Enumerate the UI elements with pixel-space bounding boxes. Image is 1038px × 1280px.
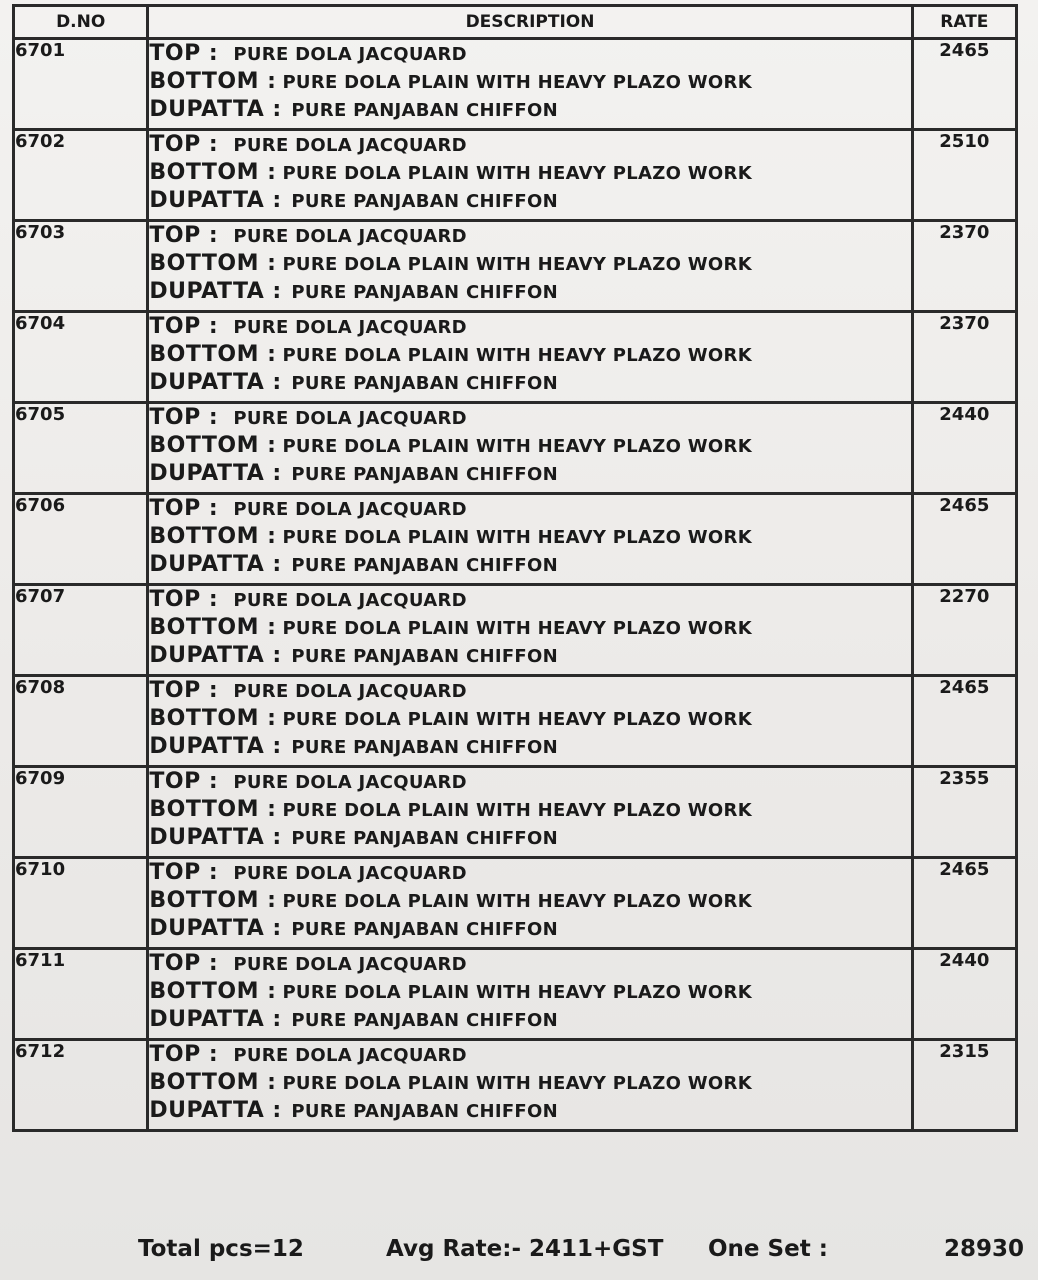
dupatta-line [149,551,910,579]
rate-value: 2510 [912,130,1016,221]
description-cell [148,312,912,403]
bottom-label: BOTTOM : [149,979,277,1004]
top-fabric: PURE DOLA JACQUARD [233,590,467,611]
dupatta-label: DUPATTA : [149,916,282,941]
rate-value: 2465 [912,676,1016,767]
dupatta-line [149,278,910,306]
bottom-fabric: PURE DOLA PLAIN WITH HEAVY PLAZO WORK [282,982,752,1003]
bottom-line [149,523,910,551]
table-row [14,858,1017,949]
top-label: TOP : [149,769,219,794]
average-rate: Avg Rate:- 2411+GST [386,1236,664,1262]
bottom-line [149,887,910,915]
dupatta-line [149,187,910,215]
top-label: TOP : [149,41,219,66]
design-number: 6711 [14,949,148,1040]
dupatta-label: DUPATTA : [149,1007,282,1032]
top-label: TOP : [149,132,219,157]
design-number: 6704 [14,312,148,403]
top-fabric: PURE DOLA JACQUARD [233,499,467,520]
bottom-line [149,341,910,369]
table-row [14,676,1017,767]
top-line [149,586,910,614]
dupatta-line [149,369,910,397]
dupatta-label: DUPATTA : [149,97,282,122]
dupatta-fabric: PURE PANJABAN CHIFFON [291,1010,558,1031]
design-number: 6710 [14,858,148,949]
bottom-fabric: PURE DOLA PLAIN WITH HEAVY PLAZO WORK [282,345,752,366]
dupatta-fabric: PURE PANJABAN CHIFFON [291,555,558,576]
table-row [14,130,1017,221]
bottom-fabric: PURE DOLA PLAIN WITH HEAVY PLAZO WORK [282,1073,752,1094]
top-label: TOP : [149,496,219,521]
summary-footer [0,1228,1038,1272]
top-label: TOP : [149,951,219,976]
dupatta-label: DUPATTA : [149,188,282,213]
top-label: TOP : [149,405,219,430]
top-label: TOP : [149,1042,219,1067]
dupatta-fabric: PURE PANJABAN CHIFFON [291,828,558,849]
top-fabric: PURE DOLA JACQUARD [233,954,467,975]
bottom-fabric: PURE DOLA PLAIN WITH HEAVY PLAZO WORK [282,72,752,93]
design-number: 6706 [14,494,148,585]
dupatta-label: DUPATTA : [149,825,282,850]
table-row [14,1040,1017,1131]
dupatta-label: DUPATTA : [149,279,282,304]
dupatta-line [149,96,910,124]
design-number: 6703 [14,221,148,312]
description-cell [148,130,912,221]
top-fabric: PURE DOLA JACQUARD [233,681,467,702]
bottom-fabric: PURE DOLA PLAIN WITH HEAVY PLAZO WORK [282,891,752,912]
top-fabric: PURE DOLA JACQUARD [233,772,467,793]
price-table [12,4,1018,1132]
dupatta-line [149,915,910,943]
description-cell [148,585,912,676]
table-row [14,585,1017,676]
bottom-label: BOTTOM : [149,69,277,94]
design-number: 6709 [14,767,148,858]
top-label: TOP : [149,587,219,612]
rate-value: 2465 [912,39,1016,130]
dupatta-label: DUPATTA : [149,643,282,668]
top-line [149,1041,910,1069]
design-number: 6701 [14,39,148,130]
top-fabric: PURE DOLA JACQUARD [233,1045,467,1066]
design-number: 6702 [14,130,148,221]
total-pieces: Total pcs=12 [138,1236,304,1262]
top-label: TOP : [149,314,219,339]
top-line [149,131,910,159]
bottom-label: BOTTOM : [149,888,277,913]
bottom-label: BOTTOM : [149,433,277,458]
design-number: 6707 [14,585,148,676]
description-cell [148,858,912,949]
rate-value: 2465 [912,858,1016,949]
dupatta-fabric: PURE PANJABAN CHIFFON [291,373,558,394]
bottom-line [149,705,910,733]
one-set-value: 28930 [944,1236,1025,1262]
bottom-fabric: PURE DOLA PLAIN WITH HEAVY PLAZO WORK [282,163,752,184]
dupatta-line [149,1097,910,1125]
dupatta-label: DUPATTA : [149,461,282,486]
design-number: 6705 [14,403,148,494]
bottom-line [149,68,910,96]
dupatta-line [149,642,910,670]
table-row [14,403,1017,494]
rate-value: 2270 [912,585,1016,676]
table-header-row [14,6,1017,39]
top-fabric: PURE DOLA JACQUARD [233,135,467,156]
top-fabric: PURE DOLA JACQUARD [233,408,467,429]
table-row [14,494,1017,585]
bottom-label: BOTTOM : [149,1070,277,1095]
bottom-fabric: PURE DOLA PLAIN WITH HEAVY PLAZO WORK [282,709,752,730]
bottom-fabric: PURE DOLA PLAIN WITH HEAVY PLAZO WORK [282,254,752,275]
dupatta-label: DUPATTA : [149,1098,282,1123]
dupatta-line [149,733,910,761]
dupatta-fabric: PURE PANJABAN CHIFFON [291,282,558,303]
bottom-line [149,1069,910,1097]
dupatta-fabric: PURE PANJABAN CHIFFON [291,464,558,485]
top-fabric: PURE DOLA JACQUARD [233,226,467,247]
dupatta-line [149,1006,910,1034]
bottom-line [149,432,910,460]
table-row [14,39,1017,130]
description-cell [148,676,912,767]
top-label: TOP : [149,860,219,885]
top-line [149,222,910,250]
bottom-fabric: PURE DOLA PLAIN WITH HEAVY PLAZO WORK [282,436,752,457]
bottom-fabric: PURE DOLA PLAIN WITH HEAVY PLAZO WORK [282,527,752,548]
bottom-label: BOTTOM : [149,524,277,549]
top-label: TOP : [149,678,219,703]
bottom-label: BOTTOM : [149,251,277,276]
rate-value: 2355 [912,767,1016,858]
dupatta-label: DUPATTA : [149,734,282,759]
rate-value: 2440 [912,949,1016,1040]
top-line [149,677,910,705]
design-number: 6708 [14,676,148,767]
rate-value: 2370 [912,221,1016,312]
dupatta-line [149,824,910,852]
bottom-label: BOTTOM : [149,706,277,731]
bottom-line [149,978,910,1006]
rate-value: 2440 [912,403,1016,494]
description-cell [148,767,912,858]
top-fabric: PURE DOLA JACQUARD [233,44,467,65]
bottom-label: BOTTOM : [149,615,277,640]
dupatta-fabric: PURE PANJABAN CHIFFON [291,646,558,667]
description-cell [148,1040,912,1131]
description-cell [148,494,912,585]
description-cell [148,403,912,494]
top-line [149,313,910,341]
bottom-line [149,796,910,824]
table-row [14,949,1017,1040]
table-row [14,221,1017,312]
rate-value: 2370 [912,312,1016,403]
dupatta-fabric: PURE PANJABAN CHIFFON [291,100,558,121]
top-line [149,950,910,978]
bottom-label: BOTTOM : [149,342,277,367]
dupatta-label: DUPATTA : [149,552,282,577]
top-line [149,40,910,68]
rate-value: 2315 [912,1040,1016,1131]
bottom-line [149,614,910,642]
bottom-label: BOTTOM : [149,160,277,185]
rate-value: 2465 [912,494,1016,585]
dupatta-fabric: PURE PANJABAN CHIFFON [291,919,558,940]
dupatta-label: DUPATTA : [149,370,282,395]
top-line [149,768,910,796]
table-row [14,767,1017,858]
description-cell [148,39,912,130]
one-set-label: One Set : [708,1236,828,1262]
bottom-label: BOTTOM : [149,797,277,822]
table-row [14,312,1017,403]
top-line [149,495,910,523]
bottom-line [149,159,910,187]
bottom-line [149,250,910,278]
dupatta-fabric: PURE PANJABAN CHIFFON [291,1101,558,1122]
dupatta-line [149,460,910,488]
top-line [149,404,910,432]
description-cell [148,221,912,312]
description-cell [148,949,912,1040]
dupatta-fabric: PURE PANJABAN CHIFFON [291,737,558,758]
bottom-fabric: PURE DOLA PLAIN WITH HEAVY PLAZO WORK [282,800,752,821]
bottom-fabric: PURE DOLA PLAIN WITH HEAVY PLAZO WORK [282,618,752,639]
top-line [149,859,910,887]
header-rate: RATE [912,6,1016,39]
top-label: TOP : [149,223,219,248]
header-description: DESCRIPTION [148,6,912,39]
header-dno: D.NO [14,6,148,39]
dupatta-fabric: PURE PANJABAN CHIFFON [291,191,558,212]
design-number: 6712 [14,1040,148,1131]
top-fabric: PURE DOLA JACQUARD [233,317,467,338]
top-fabric: PURE DOLA JACQUARD [233,863,467,884]
